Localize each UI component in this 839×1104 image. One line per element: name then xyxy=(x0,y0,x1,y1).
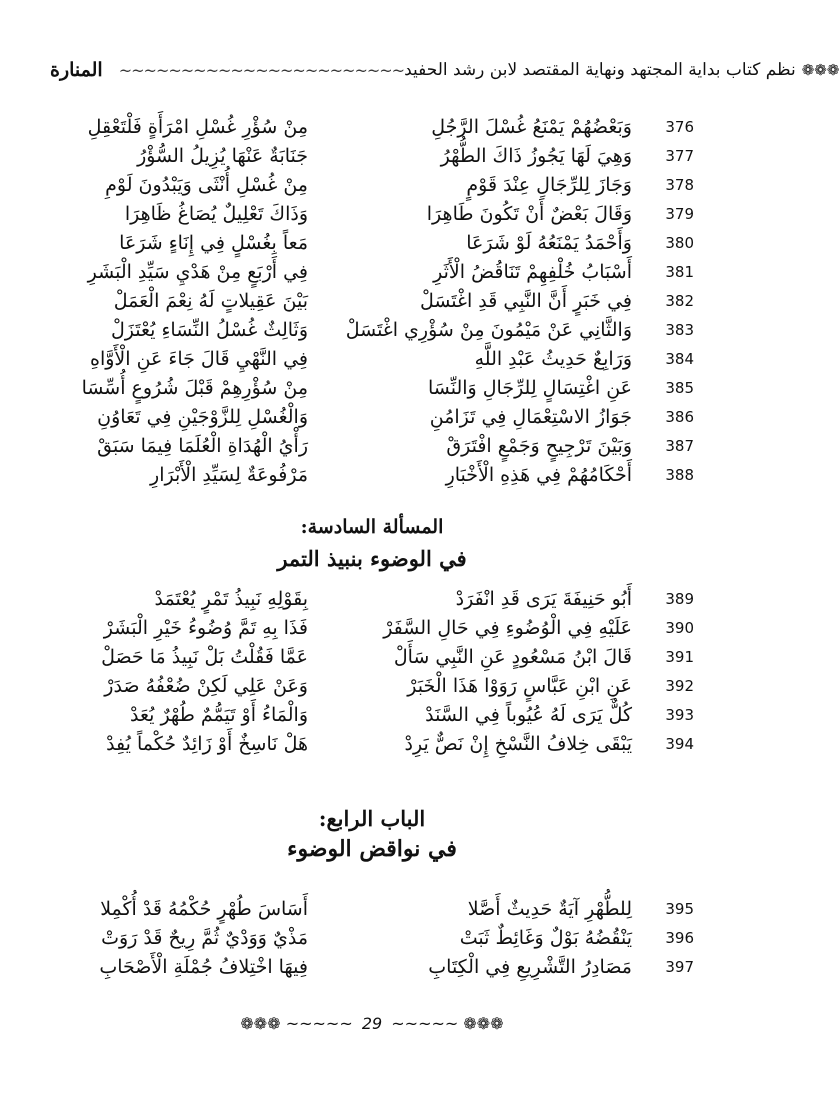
verse-first-hemistich: وَقَالَ بَعْضٌ أَنْ تَكُونَ طَاهِرَا xyxy=(426,202,632,225)
verse-second-hemistich: أَسَاسَ طُهْرٍ حُكْمُهُ قَدْ أُكْمِلا xyxy=(100,897,308,920)
verse-second-hemistich: مَرْفُوعَةٌ لِسَيِّدِ الْأَبْرَارِ xyxy=(150,463,308,486)
verse-row xyxy=(40,199,714,228)
verse-second-hemistich: مِنْ سُؤْرِ غُسْلِ امْرَأَةٍ فَلْتَعْقِلِ xyxy=(87,115,308,138)
verse-first-hemistich: أَبُو حَنِيفَةَ يَرَى قَدِ انْفَرَدْ xyxy=(455,587,632,610)
verse-second-hemistich: بَيْنَ عَقِيلاتٍ لَهُ نِعْمَ الْعَمَلْ xyxy=(113,289,308,312)
verse-first-hemistich: يَنْقُضُهُ بَوْلٌ وَغَائِطٌ ثَبَتْ xyxy=(459,926,632,949)
verse-second-hemistich: مَذْيٌ وَوَدْيٌ ثُمَّ رِيحٌ قَدْ رَوَتْ xyxy=(101,926,308,949)
page-number: 29 xyxy=(361,1014,383,1033)
verse-row xyxy=(40,729,714,758)
verse-number: 386 xyxy=(665,407,694,426)
verses-section-1 xyxy=(40,112,714,489)
page-header xyxy=(50,52,839,88)
verse-second-hemistich: مِنْ سُؤْرِهِمْ قَبْلَ شُرُوعٍ أُسِّسَا xyxy=(81,376,308,399)
verse-number: 387 xyxy=(665,436,694,455)
verse-first-hemistich: وَبَعْضُهُمْ يَمْنَعُ غُسْلَ الرَّجُلِ xyxy=(431,115,632,138)
verse-second-hemistich: مَعاً بِغُسْلٍ فِي إِنَاءٍ شَرَعَا xyxy=(119,231,308,254)
verse-number: 380 xyxy=(665,233,694,252)
verse-second-hemistich: وَعَنْ عَلِي لَكِنْ ضُعْفُهُ صَدَرْ xyxy=(104,674,308,697)
verse-row xyxy=(40,642,714,671)
verse-second-hemistich: مِنْ غُسْلِ أُنْثَى وَيَبْدُونَ لَوْمِ xyxy=(105,173,308,196)
verse-row xyxy=(40,613,714,642)
verse-row xyxy=(40,141,714,170)
verse-number: 388 xyxy=(665,465,694,484)
verse-number: 392 xyxy=(665,676,694,695)
verse-second-hemistich: فَذَا بِهِ تَمَّ وُضُوءُ خَيْرِ الْبَشَرْ xyxy=(103,616,308,639)
verse-number: 397 xyxy=(665,957,694,976)
verse-row xyxy=(40,894,714,923)
verse-first-hemistich: وَالثَّانِي عَنْ مَيْمُونَ مِنْ سُؤْرِي اغْتَسَلْ xyxy=(345,318,632,341)
verse-number: 376 xyxy=(665,117,694,136)
verse-first-hemistich: عَلَيْهِ فِي الْوُضُوءِ فِي حَالِ السَّفَرْ xyxy=(383,616,632,639)
verse-first-hemistich: عَنِ اغْتِسَالٍ لِلرِّجَالِ وَالنِّسَا xyxy=(427,376,632,399)
verse-first-hemistich: يَبْقَى خِلافُ النَّسْخِ إِنْ نَصٌّ يَرِدْ xyxy=(404,732,632,755)
header-right xyxy=(404,60,839,80)
verse-row xyxy=(40,315,714,344)
footer-dash-right: ~~~~~ xyxy=(391,1014,459,1033)
page-footer xyxy=(0,1014,744,1033)
verse-number: 396 xyxy=(665,928,694,947)
verse-row xyxy=(40,923,714,952)
header-left xyxy=(50,59,404,81)
site-title: المنارة xyxy=(50,59,103,81)
verse-first-hemistich: مَصَادِرُ التَّشْرِيعِ فِي الْكِتَابِ xyxy=(428,955,632,978)
verse-first-hemistich: فِي خَبَرٍ أَنَّ النَّبِي قَدِ اغْتَسَلْ xyxy=(419,289,632,312)
verse-number: 391 xyxy=(665,647,694,666)
verse-row xyxy=(40,402,714,431)
verse-second-hemistich: رَأْيُ الْهُدَاةِ الْعُلَمَا فِيمَا سَبَقْ xyxy=(97,434,308,457)
verse-first-hemistich: وَأَحْمَدُ يَمْنَعُهُ لَوْ شَرَعَا xyxy=(466,231,632,254)
section-heading-1-subtitle: في الوضوء بنبيذ التمر xyxy=(277,546,467,571)
footer-ornament-left: ❁❁❁ xyxy=(240,1014,281,1033)
verse-number: 377 xyxy=(665,146,694,165)
verse-row xyxy=(40,112,714,141)
header-ornament: ❁❁❁ xyxy=(801,61,839,79)
verse-first-hemistich: وَرَابِعٌ حَدِيثُ عَبْدِ اللَّهِ xyxy=(474,347,632,370)
verse-first-hemistich: أَحْكَامُهُمْ فِي هَذِهِ الْأَخْبَارِ xyxy=(445,463,632,486)
verse-second-hemistich: فِي أَرْبَعٍ مِنْ هَدْيِ سَيِّدِ الْبَشَرِ xyxy=(87,260,308,283)
verse-row xyxy=(40,431,714,460)
footer-dash-left: ~~~~~ xyxy=(285,1014,353,1033)
verse-row xyxy=(40,170,714,199)
verse-row xyxy=(40,344,714,373)
verses-section-3 xyxy=(40,894,714,981)
verse-row xyxy=(40,700,714,729)
verse-row xyxy=(40,671,714,700)
verse-number: 381 xyxy=(665,262,694,281)
chapter-heading-subtitle: في نواقض الوضوء xyxy=(287,836,457,862)
verse-second-hemistich: هَلْ نَاسِخٌ أَوْ زَائِدٌ حُكْماً يُفِدْ xyxy=(106,732,308,755)
verse-number: 389 xyxy=(665,589,694,608)
verse-second-hemistich: وَذَاكَ تَعْلِيلٌ يُصَاغُ ظَاهِرَا xyxy=(124,202,308,225)
verse-row xyxy=(40,373,714,402)
verse-first-hemistich: عَنِ ابْنِ عَبَّاسٍ رَوَوْا هَذَا الْخَبَرْ xyxy=(407,674,632,697)
verse-row xyxy=(40,286,714,315)
verse-second-hemistich: وَالْمَاءُ أَوْ تَيَمُّمٌ طُهْرٌ يُعَدْ xyxy=(129,703,308,726)
verse-row xyxy=(40,460,714,489)
verse-number: 378 xyxy=(665,175,694,194)
verse-number: 385 xyxy=(665,378,694,397)
verse-number: 384 xyxy=(665,349,694,368)
verse-second-hemistich: وَالْغُسْلِ لِلزَّوْجَيْنِ فِي تَعَاوُنِ xyxy=(97,405,308,428)
verse-first-hemistich: قَالَ ابْنُ مَسْعُودٍ عَنِ النَّبِي سَأَلْ xyxy=(393,645,632,668)
verse-first-hemistich: كُلٌّ يَرَى لَهُ عُيُوباً فِي السَّنَدْ xyxy=(425,703,632,726)
verse-number: 395 xyxy=(665,899,694,918)
header-divider: ~~~~~~~~~~~~~~~~~~~~~~~ xyxy=(118,60,405,80)
verse-first-hemistich: جَوَازُ الاسْتِعْمَالِ فِي تَزَامُنِ xyxy=(429,405,632,428)
verse-second-hemistich: جَنَابَةٌ عَنْهَا يُزِيلُ السُّؤْرُ xyxy=(137,144,308,167)
verse-second-hemistich: فِي النَّهْيِ قَالَ جَاءَ عَنِ الْأَوَّاهِ xyxy=(90,347,308,370)
verse-row xyxy=(40,952,714,981)
verses-section-2 xyxy=(40,584,714,758)
verse-row xyxy=(40,584,714,613)
footer-ornament-right: ❁❁❁ xyxy=(463,1014,504,1033)
verse-first-hemistich: وَبَيْنَ تَرْجِيحٍ وَجَمْعٍ افْتَرَقْ xyxy=(446,434,632,457)
verse-second-hemistich: وَثَالِثٌ غُسْلُ النِّسَاءِ يُعْتَزَلْ xyxy=(110,318,308,341)
verse-first-hemistich: وَجَازَ لِلرِّجَالِ عِنْدَ قَوْمٍ xyxy=(466,173,632,196)
book-title: نظم كتاب بداية المجتهد ونهاية المقتصد لابن رشد الحفيد xyxy=(404,60,796,80)
verse-second-hemistich: فِيهَا اخْتِلافُ جُمْلَةِ الْأَصْحَابِ xyxy=(99,955,308,978)
verse-first-hemistich: لِلطُّهْرِ آيَةٌ حَدِيثٌ أَصَّلا xyxy=(467,897,632,920)
verse-number: 379 xyxy=(665,204,694,223)
verse-second-hemistich: بِقَوْلِهِ نَبِيذُ تَمْرٍ يُعْتَمَدْ xyxy=(154,587,308,610)
verse-first-hemistich: أَسْبَابُ خُلْفِهِمْ تَنَاقُضُ الْأَثَرِ xyxy=(433,260,632,283)
verse-number: 393 xyxy=(665,705,694,724)
verse-row xyxy=(40,228,714,257)
verse-number: 390 xyxy=(665,618,694,637)
verse-second-hemistich: عَمَّا فَقُلْتُ بَلْ نَبِيذُ مَا حَصَلْ xyxy=(101,645,308,668)
verse-number: 382 xyxy=(665,291,694,310)
verse-first-hemistich: وَهِيَ لَهَا يَجُوزُ ذَاكَ الطُّهْرُ xyxy=(440,144,632,167)
section-heading-1-title: المسألة السادسة: xyxy=(300,516,444,538)
chapter-heading-title: الباب الرابع: xyxy=(318,806,426,831)
verse-row xyxy=(40,257,714,286)
verse-number: 394 xyxy=(665,734,694,753)
verse-number: 383 xyxy=(665,320,694,339)
